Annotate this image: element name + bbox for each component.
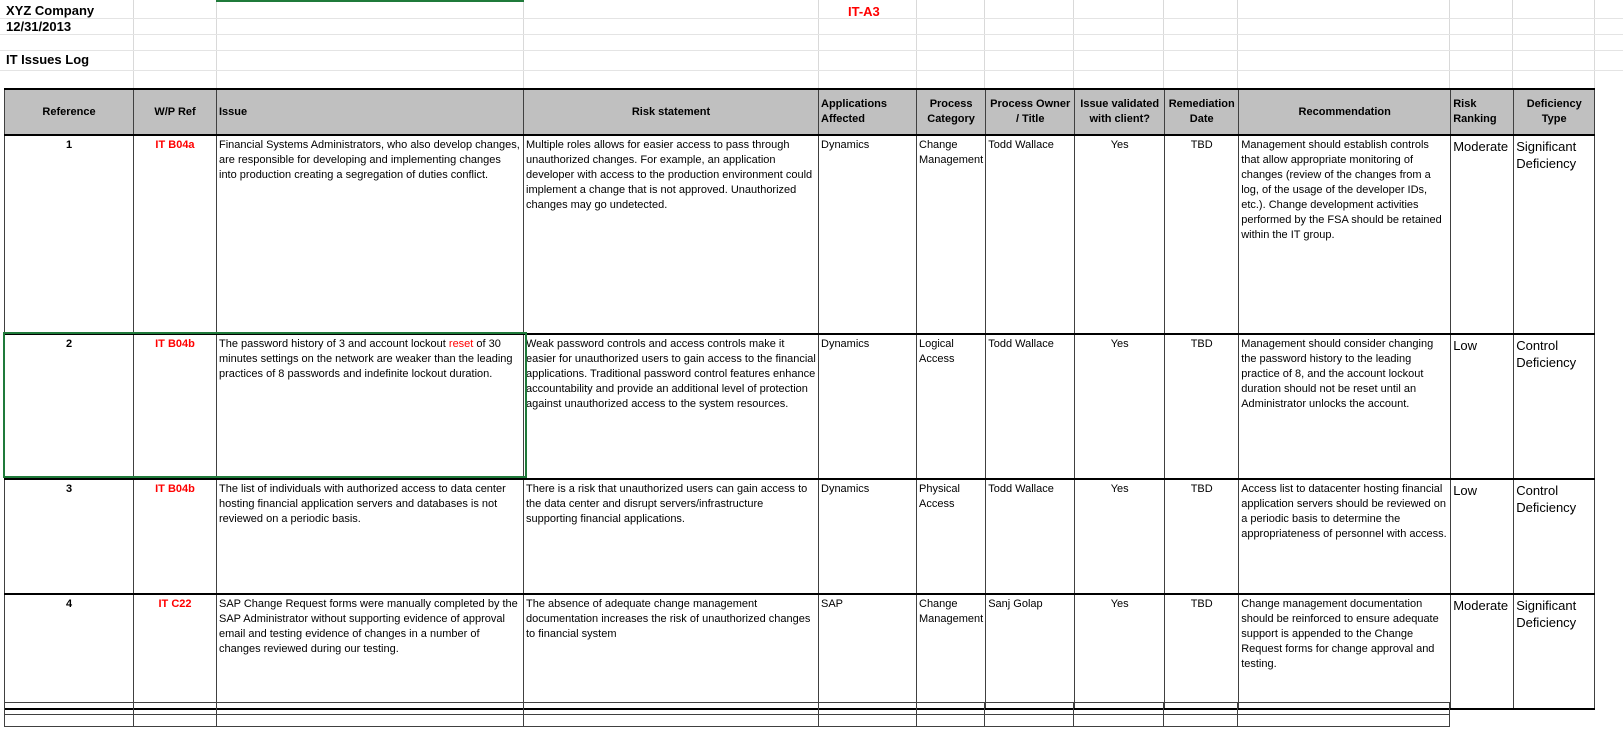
cell-risk-statement[interactable]: Multiple roles allows for easier access to pass through unauthorized changes. For example, an application developer with access to the production environment could implement a change that is not approved. Unauthorized changes may go undetected. bbox=[524, 135, 819, 334]
cell-deficiency-type[interactable]: Significant Deficiency bbox=[1514, 135, 1595, 334]
empty-cell[interactable] bbox=[217, 715, 524, 727]
cell-process-category[interactable]: Logical Access bbox=[917, 334, 986, 479]
document-code: IT-A3 bbox=[848, 4, 880, 19]
cell-deficiency-type[interactable]: Control Deficiency bbox=[1514, 479, 1595, 594]
cell-risk-ranking[interactable]: Low bbox=[1451, 334, 1514, 479]
table-row bbox=[5, 479, 1595, 594]
gridline bbox=[818, 0, 819, 90]
gridline bbox=[984, 0, 985, 90]
cell-reference[interactable]: 2 bbox=[5, 334, 134, 479]
empty-cell[interactable] bbox=[819, 715, 917, 727]
cell-remediation-date[interactable]: TBD bbox=[1165, 479, 1239, 594]
header-risk-ranking[interactable]: Risk Ranking bbox=[1451, 89, 1514, 135]
gridline bbox=[1594, 0, 1595, 90]
empty-cell[interactable] bbox=[819, 703, 917, 715]
header-deficiency-type[interactable]: Deficiency Type bbox=[1514, 89, 1595, 135]
table-row bbox=[5, 334, 1595, 479]
issue-text: The password history of 3 and account lockout bbox=[219, 338, 449, 350]
cell-issue[interactable]: The list of individuals with authorized access to data center hosting financial application servers and databases is not reviewed on a periodic basis. bbox=[217, 479, 524, 594]
header-reference[interactable]: Reference bbox=[5, 89, 134, 135]
cell-reference[interactable]: 3 bbox=[5, 479, 134, 594]
cell-process-owner[interactable]: Todd Wallace bbox=[986, 334, 1075, 479]
gridline bbox=[1073, 0, 1074, 90]
cell-reference[interactable]: 1 bbox=[5, 135, 134, 334]
cell-risk-ranking[interactable]: Moderate bbox=[1451, 594, 1514, 709]
gridline bbox=[0, 34, 1623, 35]
cell-recommendation[interactable]: Change management documentation should be reinforced to ensure adequate support is appended to the Change Request forms for change approval and testing. bbox=[1239, 594, 1451, 709]
table-row bbox=[5, 135, 1595, 334]
gridline bbox=[0, 50, 1623, 51]
empty-cell[interactable] bbox=[524, 715, 819, 727]
cell-recommendation[interactable]: Management should establish controls that allow appropriate monitoring of changes (review of the changes from a log, of the usage of the developer IDs, etc.). Change development activities performed by the FSA should be retained within the IT group. bbox=[1239, 135, 1451, 334]
gridline bbox=[1163, 0, 1164, 90]
empty-cell[interactable] bbox=[1164, 703, 1238, 715]
cell-reference[interactable]: 4 bbox=[5, 594, 134, 709]
cell-risk-ranking[interactable]: Low bbox=[1451, 479, 1514, 594]
cell-validated[interactable]: Yes bbox=[1075, 479, 1165, 594]
company-name: XYZ Company bbox=[6, 3, 95, 18]
cell-applications[interactable]: Dynamics bbox=[819, 479, 917, 594]
cell-deficiency-type[interactable]: Significant Deficiency bbox=[1514, 594, 1595, 709]
column-selection-indicator bbox=[216, 0, 524, 2]
header-process-category[interactable]: Process Category bbox=[917, 89, 986, 135]
empty-cell[interactable] bbox=[917, 703, 985, 715]
cell-risk-statement[interactable]: There is a risk that unauthorized users can gain access to the data center and disrupt servers/infrastructure supporting financial applications. bbox=[524, 479, 819, 594]
cell-validated[interactable]: Yes bbox=[1075, 135, 1165, 334]
cell-applications[interactable]: Dynamics bbox=[819, 334, 917, 479]
header-wp-ref[interactable]: W/P Ref bbox=[134, 89, 217, 135]
cell-recommendation[interactable]: Management should consider changing the password history to the leading practice of 8, and the account lockout duration should not be reset until an Administrator unlocks the account. bbox=[1239, 334, 1451, 479]
empty-cell[interactable] bbox=[985, 715, 1074, 727]
cell-applications[interactable]: SAP bbox=[819, 594, 917, 709]
cell-recommendation[interactable]: Access list to datacenter hosting financial application servers should be reviewed on a periodic basis to determine the appropriateness of personnel with access. bbox=[1239, 479, 1451, 594]
header-applications[interactable]: Applications Affected bbox=[819, 89, 917, 135]
empty-cell[interactable] bbox=[217, 703, 524, 715]
empty-cell[interactable] bbox=[1164, 715, 1238, 727]
gridline bbox=[0, 18, 1623, 19]
cell-issue[interactable]: Financial Systems Administrators, who also develop changes, are responsible for developing and implementing changes into production creating a segregation of duties conflict. bbox=[217, 135, 524, 334]
empty-cell[interactable] bbox=[134, 703, 217, 715]
cell-risk-ranking[interactable]: Moderate bbox=[1451, 135, 1514, 334]
cell-risk-statement[interactable]: The absence of adequate change management documentation increases the risk of unauthorized changes to financial system bbox=[524, 594, 819, 709]
empty-rows bbox=[4, 702, 1450, 727]
empty-cell[interactable] bbox=[134, 715, 217, 727]
log-title: IT Issues Log bbox=[6, 52, 90, 67]
cell-issue[interactable]: SAP Change Request forms were manually completed by the SAP Administrator without supporting evidence of approval email and testing evidence of changes in a number of changes reviewed during our testing. bbox=[217, 594, 524, 709]
empty-cell[interactable] bbox=[1238, 703, 1450, 715]
gridline bbox=[523, 0, 524, 90]
cell-applications[interactable]: Dynamics bbox=[819, 135, 917, 334]
empty-cell[interactable] bbox=[1074, 703, 1164, 715]
cell-validated[interactable]: Yes bbox=[1075, 594, 1165, 709]
empty-cell[interactable] bbox=[985, 703, 1074, 715]
gridline bbox=[1512, 0, 1513, 90]
cell-process-category[interactable]: Physical Access bbox=[917, 479, 986, 594]
cell-validated[interactable]: Yes bbox=[1075, 334, 1165, 479]
issue-text: of 30 minutes settings on the network are weaker than the leading practices of 8 passwords and indefinite lockout duration. bbox=[219, 338, 513, 380]
empty-cell[interactable] bbox=[1074, 715, 1164, 727]
table-header-row bbox=[5, 89, 1595, 135]
empty-cell[interactable] bbox=[524, 703, 819, 715]
issue-highlight-text: reset bbox=[448, 338, 474, 350]
cell-risk-statement[interactable]: Weak password controls and access controls make it easier for unauthorized users to gain access to the financial applications. Traditional password control features enhance accountability and provide an additional level of protection against unauthorized access to the system resources. bbox=[524, 334, 819, 479]
empty-row bbox=[5, 715, 1450, 727]
cell-issue[interactable] bbox=[217, 334, 524, 479]
cell-remediation-date[interactable]: TBD bbox=[1165, 135, 1239, 334]
empty-cell[interactable] bbox=[917, 715, 985, 727]
gridline bbox=[216, 0, 217, 90]
gridline bbox=[1449, 0, 1450, 90]
cell-process-owner[interactable]: Todd Wallace bbox=[986, 479, 1075, 594]
gridline bbox=[133, 0, 134, 90]
empty-cell[interactable] bbox=[5, 715, 134, 727]
empty-row bbox=[5, 703, 1450, 715]
cell-wp-ref[interactable]: IT B04b bbox=[134, 334, 217, 479]
gridline bbox=[1237, 0, 1238, 90]
cell-wp-ref[interactable]: IT B04b bbox=[134, 479, 217, 594]
report-date: 12/31/2013 bbox=[6, 19, 72, 34]
cell-process-category[interactable]: Change Management bbox=[917, 594, 986, 709]
header-validated[interactable]: Issue validated with client? bbox=[1075, 89, 1165, 135]
cell-deficiency-type[interactable]: Control Deficiency bbox=[1514, 334, 1595, 479]
cell-remediation-date[interactable]: TBD bbox=[1165, 334, 1239, 479]
cell-process-owner[interactable]: Todd Wallace bbox=[986, 135, 1075, 334]
cell-wp-ref[interactable]: IT B04a bbox=[134, 135, 217, 334]
empty-cell[interactable] bbox=[5, 703, 134, 715]
header-risk-statement[interactable]: Risk statement bbox=[524, 89, 819, 135]
cell-remediation-date[interactable]: TBD bbox=[1165, 594, 1239, 709]
cell-wp-ref[interactable]: IT C22 bbox=[134, 594, 217, 709]
cell-process-category[interactable]: Change Management bbox=[917, 135, 986, 334]
cell-process-owner[interactable]: Sanj Golap bbox=[986, 594, 1075, 709]
empty-cell[interactable] bbox=[1238, 715, 1450, 727]
header-remediation-date[interactable]: Remediation Date bbox=[1165, 89, 1239, 135]
gridline bbox=[916, 0, 917, 90]
header-recommendation[interactable]: Recommendation bbox=[1239, 89, 1451, 135]
header-issue[interactable]: Issue bbox=[217, 89, 524, 135]
gridline bbox=[0, 70, 1623, 71]
header-process-owner[interactable]: Process Owner / Title bbox=[986, 89, 1075, 135]
issues-table bbox=[4, 88, 1595, 710]
table-row bbox=[5, 594, 1595, 709]
